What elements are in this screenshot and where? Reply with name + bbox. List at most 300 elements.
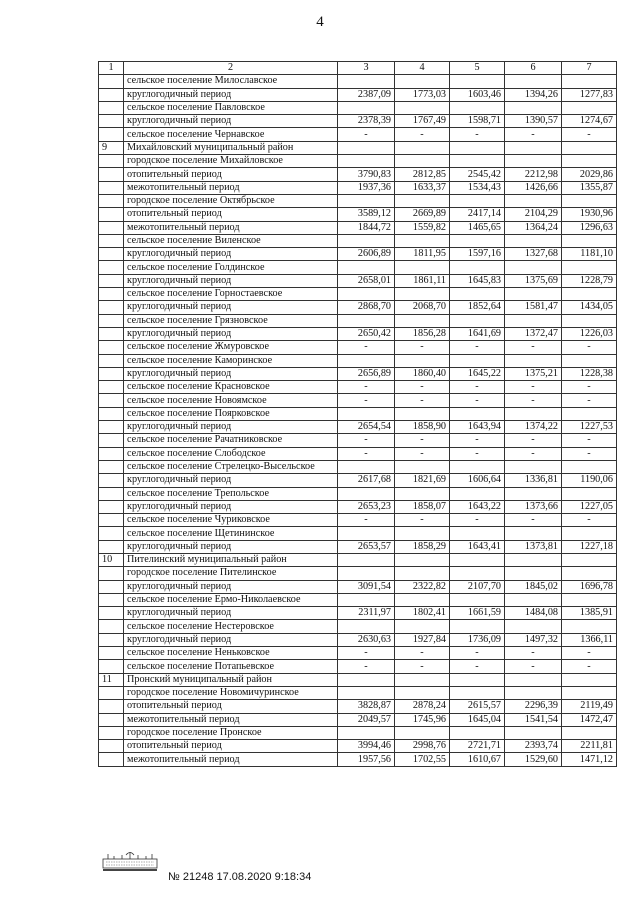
value-cell: 1773,03 [395, 88, 450, 101]
value-cell [395, 314, 450, 327]
value-cell [505, 567, 562, 580]
value-cell: 1767,49 [395, 115, 450, 128]
value-cell [450, 567, 505, 580]
row-name-cell: сельское поселение Щетининское [124, 527, 338, 540]
value-cell [505, 460, 562, 473]
value-cell [450, 354, 505, 367]
value-cell: 1858,90 [395, 421, 450, 434]
value-cell [562, 155, 617, 168]
table-row [99, 181, 617, 194]
value-cell [338, 407, 395, 420]
row-number-cell [99, 327, 124, 340]
value-cell: 1373,66 [505, 500, 562, 513]
row-name-cell: сельское поселение Горностаевское [124, 288, 338, 301]
table-row [99, 474, 617, 487]
value-cell [450, 261, 505, 274]
row-number-cell [99, 527, 124, 540]
value-cell [395, 234, 450, 247]
row-name-cell: межотопительный период [124, 181, 338, 194]
row-number-cell [99, 341, 124, 354]
row-name-cell: городское поселение Пронское [124, 726, 338, 739]
value-cell [450, 141, 505, 154]
row-number-cell [99, 633, 124, 646]
value-cell: - [505, 514, 562, 527]
value-cell [505, 354, 562, 367]
value-cell [450, 194, 505, 207]
row-name-cell: круглогодичный период [124, 327, 338, 340]
table-row [99, 553, 617, 566]
table-row [99, 500, 617, 513]
value-cell [562, 726, 617, 739]
row-number-cell [99, 620, 124, 633]
row-name-cell: отопительный период [124, 208, 338, 221]
value-cell: 2630,63 [338, 633, 395, 646]
value-cell: 1633,37 [395, 181, 450, 194]
value-cell: 2654,54 [338, 421, 395, 434]
value-cell: - [450, 381, 505, 394]
value-cell [450, 234, 505, 247]
value-cell [562, 261, 617, 274]
value-cell: 2669,89 [395, 208, 450, 221]
value-cell: 1190,06 [562, 474, 617, 487]
value-cell: - [338, 447, 395, 460]
value-cell: 1277,83 [562, 88, 617, 101]
value-cell [395, 460, 450, 473]
row-number-cell: 11 [99, 673, 124, 686]
value-cell [505, 288, 562, 301]
value-cell: 1852,64 [450, 301, 505, 314]
value-cell [338, 101, 395, 114]
value-cell [395, 407, 450, 420]
row-number-cell [99, 394, 124, 407]
row-name-cell: городское поселение Новомичуринское [124, 686, 338, 699]
row-number-cell [99, 221, 124, 234]
value-cell [338, 726, 395, 739]
value-cell: - [395, 647, 450, 660]
value-cell [505, 593, 562, 606]
value-cell: 2545,42 [450, 168, 505, 181]
value-cell [505, 673, 562, 686]
table-row [99, 208, 617, 221]
value-cell [562, 288, 617, 301]
value-cell [505, 686, 562, 699]
value-cell [395, 155, 450, 168]
row-number-cell [99, 234, 124, 247]
value-cell: - [395, 128, 450, 141]
row-number-cell [99, 740, 124, 753]
value-cell [338, 527, 395, 540]
value-cell: 1603,46 [450, 88, 505, 101]
value-cell: 1821,69 [395, 474, 450, 487]
value-cell: 3790,83 [338, 168, 395, 181]
value-cell: 1860,40 [395, 367, 450, 380]
row-number-cell [99, 128, 124, 141]
value-cell: 1930,96 [562, 208, 617, 221]
value-cell [562, 75, 617, 88]
value-cell [338, 261, 395, 274]
value-cell [505, 726, 562, 739]
value-cell [338, 686, 395, 699]
row-number-cell [99, 580, 124, 593]
table-row [99, 660, 617, 673]
value-cell: 2878,24 [395, 700, 450, 713]
table-row [99, 447, 617, 460]
value-cell [395, 101, 450, 114]
value-cell: - [395, 434, 450, 447]
page-number: 4 [316, 14, 324, 30]
row-number-cell [99, 168, 124, 181]
value-cell: - [395, 341, 450, 354]
value-cell: 2311,97 [338, 607, 395, 620]
value-cell: 1559,82 [395, 221, 450, 234]
value-cell: - [505, 381, 562, 394]
table-row [99, 394, 617, 407]
row-number-cell [99, 514, 124, 527]
value-cell: 1643,94 [450, 421, 505, 434]
value-cell: - [338, 514, 395, 527]
value-cell [505, 527, 562, 540]
row-number-cell [99, 567, 124, 580]
table-row [99, 248, 617, 261]
value-cell: 2653,57 [338, 540, 395, 553]
value-cell [562, 407, 617, 420]
value-cell [395, 620, 450, 633]
value-cell [450, 460, 505, 473]
value-cell: 2387,09 [338, 88, 395, 101]
row-number-cell [99, 75, 124, 88]
row-number-cell [99, 261, 124, 274]
value-cell: 1296,63 [562, 221, 617, 234]
row-number-cell [99, 700, 124, 713]
value-cell: - [505, 647, 562, 660]
value-cell: 1643,41 [450, 540, 505, 553]
value-cell: - [562, 381, 617, 394]
value-cell: 1375,21 [505, 367, 562, 380]
row-number-cell [99, 367, 124, 380]
table-row [99, 367, 617, 380]
value-cell [395, 487, 450, 500]
value-cell [338, 194, 395, 207]
value-cell: 1228,38 [562, 367, 617, 380]
table-row [99, 647, 617, 660]
value-cell: 1364,24 [505, 221, 562, 234]
row-number-cell [99, 354, 124, 367]
header-cell: 7 [562, 62, 617, 75]
row-name-cell: городское поселение Октябрьское [124, 194, 338, 207]
value-cell: 1745,96 [395, 713, 450, 726]
value-cell [395, 75, 450, 88]
row-name-cell: круглогодичный период [124, 115, 338, 128]
value-cell: 1181,10 [562, 248, 617, 261]
value-cell [395, 354, 450, 367]
value-cell: 2296,39 [505, 700, 562, 713]
row-number-cell [99, 647, 124, 660]
value-cell: - [562, 128, 617, 141]
value-cell: 1606,64 [450, 474, 505, 487]
value-cell: 2212,98 [505, 168, 562, 181]
table-row [99, 487, 617, 500]
value-cell [505, 141, 562, 154]
value-cell: 1581,47 [505, 301, 562, 314]
value-cell [338, 354, 395, 367]
table-row [99, 434, 617, 447]
table-row [99, 686, 617, 699]
value-cell: 1366,11 [562, 633, 617, 646]
value-cell [562, 553, 617, 566]
value-cell: 2615,57 [450, 700, 505, 713]
value-cell: - [338, 341, 395, 354]
row-name-cell: сельское поселение Красновское [124, 381, 338, 394]
value-cell [450, 726, 505, 739]
row-name-cell: Михайловский муниципальный район [124, 141, 338, 154]
row-number-cell [99, 181, 124, 194]
value-cell: - [450, 128, 505, 141]
table-row [99, 288, 617, 301]
value-cell [395, 593, 450, 606]
value-cell [450, 553, 505, 566]
value-cell: 2029,86 [562, 168, 617, 181]
row-name-cell: круглогодичный период [124, 421, 338, 434]
table-row [99, 314, 617, 327]
document-registration-footer: № 21248 17.08.2020 9:18:34 [168, 871, 312, 883]
row-number-cell [99, 593, 124, 606]
value-cell: 2658,01 [338, 274, 395, 287]
value-cell: 2606,89 [338, 248, 395, 261]
table-row [99, 421, 617, 434]
table-row [99, 580, 617, 593]
value-cell: 2417,14 [450, 208, 505, 221]
value-cell: - [505, 447, 562, 460]
value-cell [395, 527, 450, 540]
value-cell [338, 234, 395, 247]
table-row [99, 460, 617, 473]
value-cell: - [562, 434, 617, 447]
value-cell: 1643,22 [450, 500, 505, 513]
value-cell: 2868,70 [338, 301, 395, 314]
row-name-cell: круглогодичный период [124, 88, 338, 101]
row-name-cell: сельское поселение Слободское [124, 447, 338, 460]
value-cell [505, 314, 562, 327]
table-row [99, 567, 617, 580]
value-cell: - [338, 647, 395, 660]
value-cell: 1645,22 [450, 367, 505, 380]
value-cell: 1844,72 [338, 221, 395, 234]
row-name-cell: отопительный период [124, 700, 338, 713]
row-name-cell: сельское поселение Нестеровское [124, 620, 338, 633]
table-row [99, 700, 617, 713]
row-name-cell: сельское поселение Поярковское [124, 407, 338, 420]
value-cell: - [505, 341, 562, 354]
row-name-cell: сельское поселение Виленское [124, 234, 338, 247]
row-name-cell: городское поселение Михайловское [124, 155, 338, 168]
table-row [99, 301, 617, 314]
value-cell: - [450, 514, 505, 527]
value-cell: 1227,05 [562, 500, 617, 513]
table-row [99, 407, 617, 420]
value-cell [338, 75, 395, 88]
table-row [99, 673, 617, 686]
row-name-cell: сельское поселение Ермо-Николаевское [124, 593, 338, 606]
value-cell [505, 234, 562, 247]
value-cell [338, 620, 395, 633]
value-cell [505, 620, 562, 633]
table-row [99, 341, 617, 354]
row-number-cell [99, 381, 124, 394]
value-cell: 1227,53 [562, 421, 617, 434]
row-name-cell: круглогодичный период [124, 500, 338, 513]
table-row [99, 155, 617, 168]
table-row [99, 593, 617, 606]
value-cell: - [562, 647, 617, 660]
value-cell [338, 673, 395, 686]
row-name-cell: круглогодичный период [124, 248, 338, 261]
value-cell [562, 354, 617, 367]
value-cell: 2721,71 [450, 740, 505, 753]
value-cell [562, 593, 617, 606]
table-row [99, 381, 617, 394]
value-cell: - [338, 660, 395, 673]
value-cell: 2812,85 [395, 168, 450, 181]
value-cell [562, 527, 617, 540]
value-cell: 2104,29 [505, 208, 562, 221]
value-cell [395, 141, 450, 154]
table-row [99, 620, 617, 633]
value-cell: 1390,57 [505, 115, 562, 128]
value-cell [338, 155, 395, 168]
value-cell [505, 194, 562, 207]
row-name-cell: межотопительный период [124, 221, 338, 234]
value-cell: 1228,79 [562, 274, 617, 287]
value-cell: 1696,78 [562, 580, 617, 593]
value-cell [505, 155, 562, 168]
value-cell: - [505, 394, 562, 407]
value-cell: 2049,57 [338, 713, 395, 726]
table-row [99, 75, 617, 88]
value-cell: 1811,95 [395, 248, 450, 261]
value-cell [338, 288, 395, 301]
row-number-cell [99, 314, 124, 327]
value-cell: 1927,84 [395, 633, 450, 646]
value-cell: - [395, 447, 450, 460]
row-number-cell [99, 460, 124, 473]
building-stamp-icon [100, 850, 160, 872]
value-cell: 1856,28 [395, 327, 450, 340]
value-cell [505, 407, 562, 420]
value-cell: - [450, 447, 505, 460]
row-name-cell: сельское поселение Новоямское [124, 394, 338, 407]
header-cell: 5 [450, 62, 505, 75]
value-cell: - [450, 434, 505, 447]
value-cell [505, 487, 562, 500]
value-cell: 1661,59 [450, 607, 505, 620]
value-cell [562, 194, 617, 207]
row-number-cell [99, 607, 124, 620]
value-cell: 1702,55 [395, 753, 450, 766]
row-number-cell [99, 434, 124, 447]
value-cell: 1336,81 [505, 474, 562, 487]
value-cell: 1385,91 [562, 607, 617, 620]
table-row [99, 194, 617, 207]
value-cell [450, 593, 505, 606]
table-row [99, 726, 617, 739]
value-cell: 2068,70 [395, 301, 450, 314]
value-cell: 1394,26 [505, 88, 562, 101]
row-name-cell: городское поселение Пителинское [124, 567, 338, 580]
row-number-cell [99, 248, 124, 261]
value-cell [395, 261, 450, 274]
value-cell [450, 101, 505, 114]
table-row [99, 354, 617, 367]
value-cell [338, 553, 395, 566]
value-cell: 2107,70 [450, 580, 505, 593]
row-name-cell: Пителинский муниципальный район [124, 553, 338, 566]
table-row [99, 261, 617, 274]
tariff-table [98, 61, 617, 767]
value-cell: 1529,60 [505, 753, 562, 766]
row-name-cell: сельское поселение Милославское [124, 75, 338, 88]
table-row [99, 607, 617, 620]
row-number-cell [99, 407, 124, 420]
value-cell [450, 686, 505, 699]
table-row [99, 88, 617, 101]
value-cell: 1858,29 [395, 540, 450, 553]
value-cell: 1434,05 [562, 301, 617, 314]
row-number-cell [99, 500, 124, 513]
value-cell: - [395, 660, 450, 673]
value-cell [450, 407, 505, 420]
row-name-cell: круглогодичный период [124, 633, 338, 646]
header-cell: 3 [338, 62, 395, 75]
row-name-cell: сельское поселение Каморинское [124, 354, 338, 367]
row-name-cell: сельское поселение Жмуровское [124, 341, 338, 354]
header-cell: 2 [124, 62, 338, 75]
row-name-cell: сельское поселение Чернавское [124, 128, 338, 141]
value-cell [505, 261, 562, 274]
table-row [99, 514, 617, 527]
table-row [99, 713, 617, 726]
value-cell: 1373,81 [505, 540, 562, 553]
table-row [99, 221, 617, 234]
row-name-cell: круглогодичный период [124, 540, 338, 553]
value-cell [562, 620, 617, 633]
value-cell [562, 673, 617, 686]
value-cell: - [562, 514, 617, 527]
value-cell: - [562, 394, 617, 407]
value-cell [505, 75, 562, 88]
value-cell [450, 155, 505, 168]
table-row [99, 141, 617, 154]
row-name-cell: круглогодичный период [124, 301, 338, 314]
value-cell: 2119,49 [562, 700, 617, 713]
value-cell: 1598,71 [450, 115, 505, 128]
value-cell: 1227,18 [562, 540, 617, 553]
value-cell [562, 234, 617, 247]
table-row [99, 115, 617, 128]
value-cell: 1274,67 [562, 115, 617, 128]
value-cell [562, 487, 617, 500]
value-cell [338, 567, 395, 580]
value-cell [338, 141, 395, 154]
value-cell [395, 726, 450, 739]
value-cell [505, 101, 562, 114]
value-cell: 1497,32 [505, 633, 562, 646]
row-number-cell [99, 753, 124, 766]
row-number-cell: 9 [99, 141, 124, 154]
value-cell: 1375,69 [505, 274, 562, 287]
value-cell [338, 487, 395, 500]
value-cell: - [395, 381, 450, 394]
value-cell [450, 527, 505, 540]
